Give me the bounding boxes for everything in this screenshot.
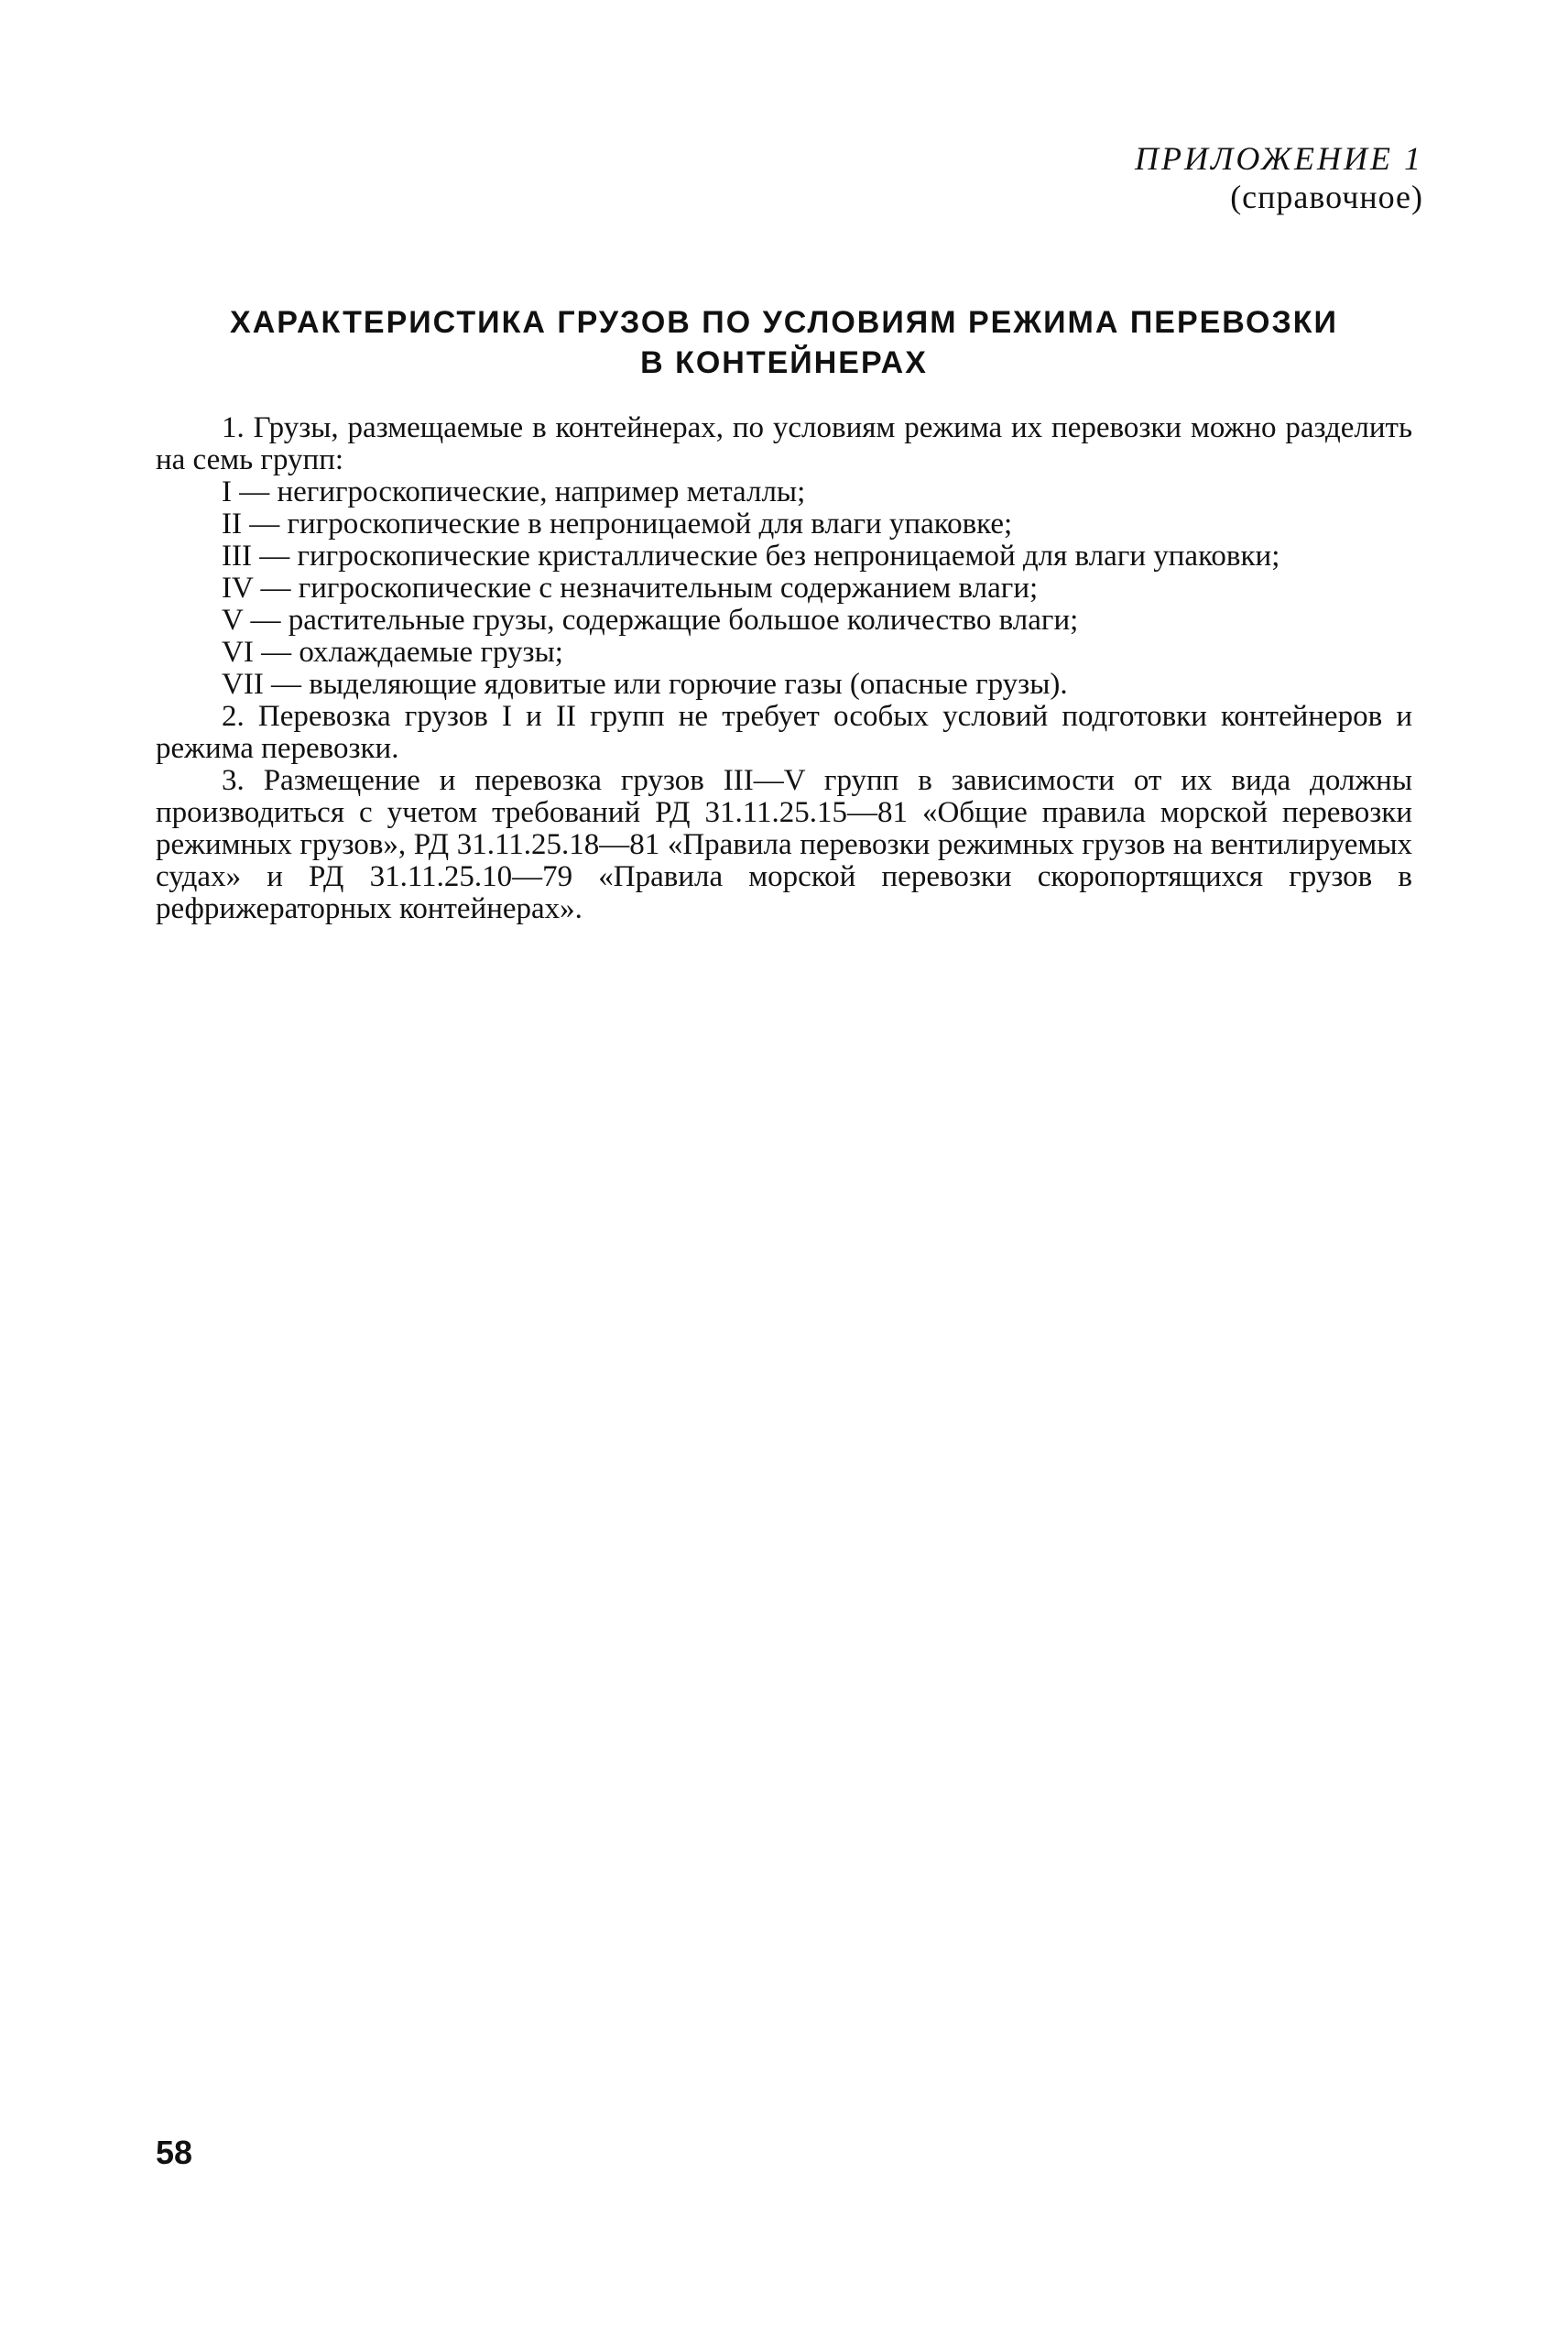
group-item-7: VII — выделяющие ядовитые или горючие газы (опасные грузы). bbox=[222, 668, 1068, 701]
group-item-3: III — гигроскопические кристаллические без непроницаемой для влаги упаковки; bbox=[222, 540, 1280, 573]
appendix-note: (справочное) bbox=[1230, 179, 1423, 215]
page-title-line-2: В КОНТЕЙНЕРАХ bbox=[640, 345, 928, 380]
group-item-6: VI — охлаждаемые грузы; bbox=[222, 636, 563, 669]
group-item-5: V — растительные грузы, содержащие большое количество влаги; bbox=[222, 604, 1079, 637]
appendix-heading bbox=[1135, 139, 1423, 216]
page-title-line-1: ХАРАКТЕРИСТИКА ГРУЗОВ ПО УСЛОВИЯМ РЕЖИМА ПЕРЕВОЗКИ bbox=[230, 305, 1338, 340]
page-title bbox=[156, 302, 1412, 383]
paragraph-2: 2. Перевозка грузов I и II групп не требует особых условий подготовки контейнеров и режима перевозки. bbox=[156, 700, 1412, 765]
body-text bbox=[156, 412, 1412, 925]
appendix-label: ПРИЛОЖЕНИЕ 1 bbox=[1135, 140, 1423, 177]
group-item-4: IV — гигроскопические с незначительным содержанием влаги; bbox=[222, 572, 1039, 605]
page-number: 58 bbox=[156, 2134, 193, 2171]
paragraph-3: 3. Размещение и перевозка грузов III—V групп в зависимости от их вида должны производиться с учетом требований РД 31.11.25.15—81 «Общие правила морской перевозки режимных грузов», РД 31.11.25.18—81 «Правила перевозки режимных грузов на вентилируемых судах» и РД 31.11.25.10—79 «Правила морской перевозки скоропортящихся грузов в рефрижераторных контейнерах». bbox=[156, 764, 1412, 925]
group-item-1: I — негигроскопические, например металлы; bbox=[222, 475, 806, 508]
paragraph-1: 1. Грузы, размещаемые в контейнерах, по условиям режима их перевозки можно разделить на семь групп: bbox=[156, 411, 1412, 476]
group-item-2: II — гигроскопические в непроницаемой для влаги упаковке; bbox=[222, 508, 1013, 541]
